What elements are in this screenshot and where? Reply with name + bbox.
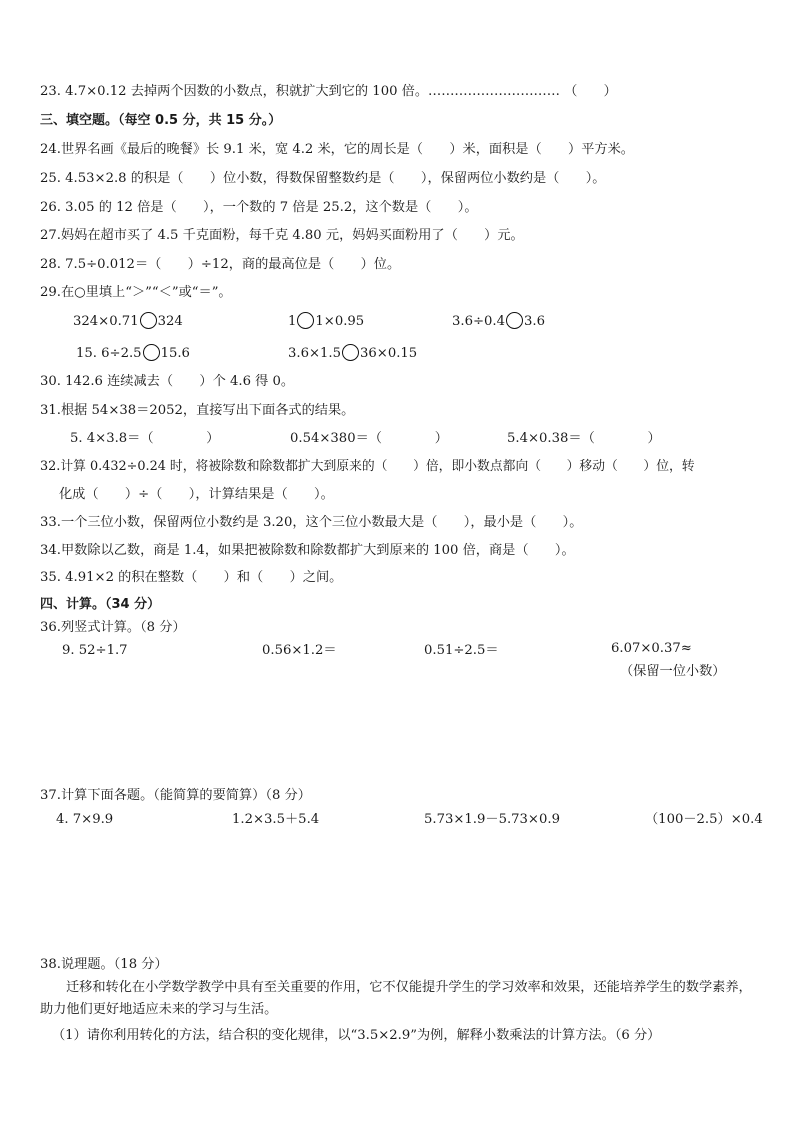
- question-28: 28. 7.5÷0.012＝（ ）÷12，商的最高位是（ ）位。: [40, 257, 401, 272]
- question-35: 35. 4.91×2 的积在整数（ ）和（ ）之间。: [40, 570, 343, 585]
- question-33: 33.一个三位小数，保留两位小数约是 3.20，这个三位小数最大是（ ），最小是（ ）。: [40, 515, 583, 530]
- q37-item: 5.73×1.9－5.73×0.9: [424, 812, 560, 827]
- q36-item: 0.51÷2.5＝: [424, 643, 499, 658]
- question-31: 31.根据 54×38＝2052，直接写出下面各式的结果。: [40, 403, 355, 418]
- compare-circle[interactable]: [506, 312, 523, 329]
- q36-note: （保留一位小数）: [620, 664, 726, 679]
- compare-item: 3.6÷0.4 3.6: [452, 314, 545, 329]
- compare-item: 15. 6÷2.5 15.6: [76, 346, 190, 361]
- q37-item: 4. 7×9.9: [56, 812, 114, 827]
- question-37: 37.计算下面各题。（能简算的要简算）（8 分）: [40, 788, 311, 803]
- question-23: 23. 4.7×0.12 去掉两个因数的小数点，积就扩大到它的 100 倍。………………………… （ ）: [40, 84, 617, 99]
- question-27: 27.妈妈在超市买了 4.5 千克面粉，每千克 4.80 元，妈妈买面粉用了（ ）元。: [40, 228, 524, 243]
- question-34: 34.甲数除以乙数，商是 1.4，如果把被除数和除数都扩大到原来的 100 倍，商是（ ）。: [40, 543, 575, 558]
- section-3-title: 三、填空题。（每空 0.5 分，共 15 分。）: [40, 113, 282, 128]
- q38-subquestion-1: （1）请你利用转化的方法，结合积的变化规律，以“3.5×2.9”为例，解释小数乘法的计算方法。（6 分）: [52, 1028, 661, 1043]
- question-26: 26. 3.05 的 12 倍是（ ），一个数的 7 倍是 25.2，这个数是（ ）。: [40, 200, 478, 215]
- compare-circle[interactable]: [143, 344, 160, 361]
- compare-item: 324×0.71 324: [73, 314, 183, 329]
- compare-circle[interactable]: [140, 312, 157, 329]
- q31-item: 5.4×0.38＝（ ）: [507, 431, 661, 446]
- q31-item: 0.54×380＝（ ）: [290, 431, 448, 446]
- q36-item: 9. 52÷1.7: [62, 643, 128, 658]
- question-32-line2: 化成（ ）÷（ ），计算结果是（ ）。: [59, 487, 334, 502]
- q36-item: 6.07×0.37≈: [611, 641, 692, 656]
- question-29: 29.在○里填上“＞”“＜”或“＝”。: [40, 285, 232, 300]
- q37-item: （100－2.5）×0.4: [645, 812, 763, 827]
- compare-circle[interactable]: [297, 312, 314, 329]
- question-38: 38.说理题。（18 分）: [40, 957, 168, 972]
- question-24: 24.世界名画《最后的晚餐》长 9.1 米，宽 4.2 米，它的周长是（ ）米，面积是（ ）平方米。: [40, 142, 634, 157]
- question-30: 30. 142.6 连续减去（ ）个 4.6 得 0。: [40, 374, 295, 389]
- compare-item: 3.6×1.5 36×0.15: [288, 346, 418, 361]
- q36-item: 0.56×1.2＝: [262, 643, 337, 658]
- compare-item: 1 1×0.95: [288, 314, 365, 329]
- question-36: 36.列竖式计算。（8 分）: [40, 620, 186, 635]
- question-32-line1: 32.计算 0.432÷0.24 时，将被除数和除数都扩大到原来的（ ）倍，即小数点都向（ ）移动（ ）位，转: [40, 459, 695, 474]
- q37-item: 1.2×3.5＋5.4: [232, 812, 320, 827]
- q38-paragraph: 迁移和转化在小学数学教学中具有至关重要的作用，它不仅能提升学生的学习效率和效果，还能培养学生的数学素养，助力他们更好地适应未来的学习与生活。: [40, 980, 752, 1017]
- compare-circle[interactable]: [342, 344, 359, 361]
- q31-item: 5. 4×3.8＝（ ）: [70, 431, 220, 446]
- question-25: 25. 4.53×2.8 的积是（ ）位小数，得数保留整数约是（ ），保留两位小数约是（ ）。: [40, 171, 606, 186]
- section-4-title: 四、计算。（34 分）: [40, 597, 161, 612]
